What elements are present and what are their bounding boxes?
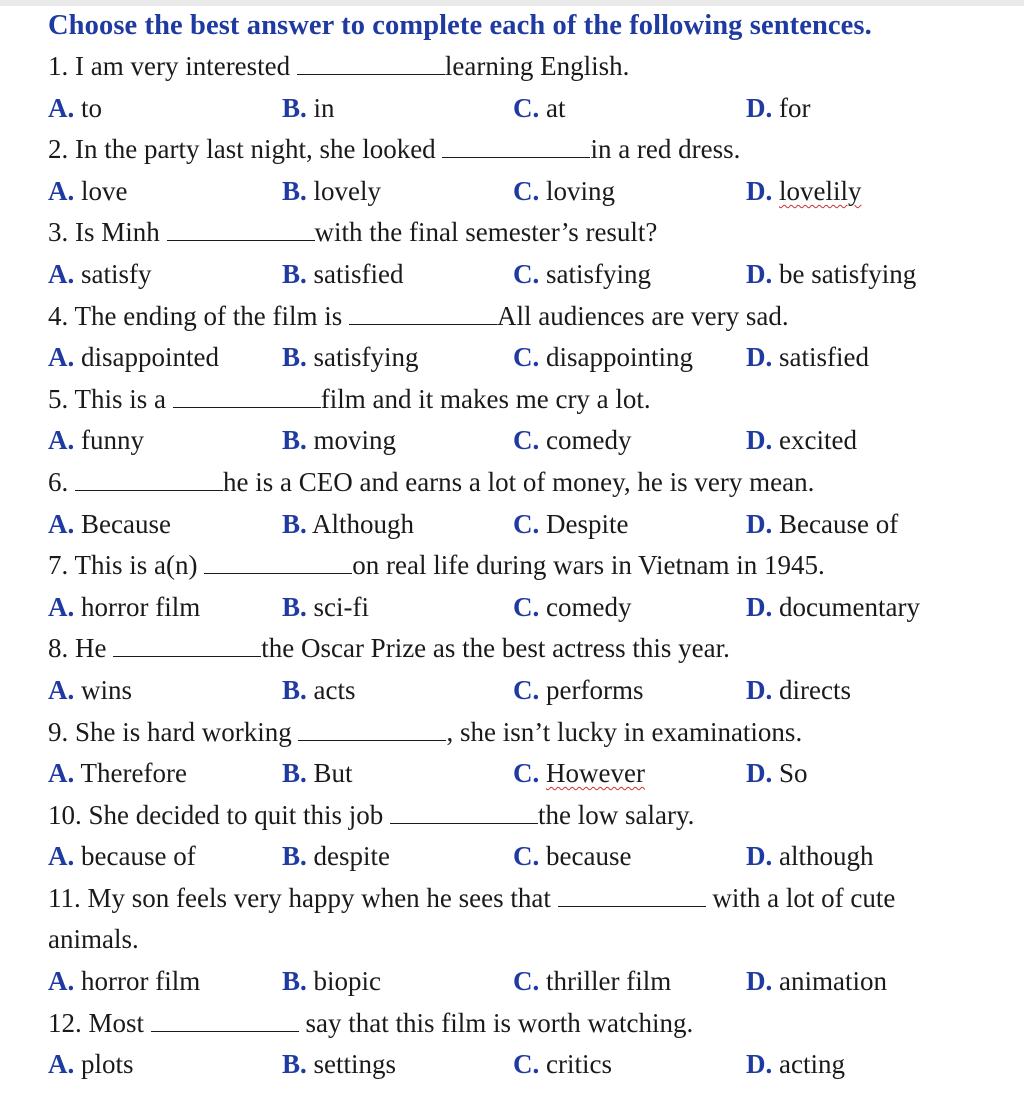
answer-blank	[297, 52, 445, 75]
option-a[interactable]: A. funny	[48, 425, 144, 456]
question-text: 7. This is a(n)	[48, 550, 205, 581]
option-c[interactable]: C. at	[513, 92, 566, 123]
option-d[interactable]: D. be satisfying	[746, 258, 917, 289]
answer-blank	[151, 1009, 299, 1032]
option-b[interactable]: B. in	[282, 92, 335, 123]
option-c[interactable]: C. because	[513, 841, 632, 872]
options-row	[48, 753, 1008, 795]
option-a[interactable]: A. because of	[48, 841, 196, 872]
option-d[interactable]: D. excited	[746, 425, 857, 456]
options-row	[48, 171, 1008, 213]
question-text: the Oscar Prize as the best actress this year.	[261, 633, 730, 664]
question-text: learning English.	[444, 51, 630, 81]
question-text: 6.	[48, 466, 75, 497]
question-text: say that this film is worth watching.	[298, 1007, 694, 1038]
option-b[interactable]: B. But	[282, 758, 353, 789]
options-row	[48, 254, 1008, 296]
question-1	[48, 46, 1008, 88]
option-d[interactable]: D. So	[746, 758, 808, 789]
question-text: 8. He	[48, 633, 114, 664]
answer-blank	[204, 551, 352, 574]
question-text: film and it makes me cry a lot.	[320, 383, 651, 414]
option-d[interactable]: D. animation	[746, 966, 887, 997]
option-a[interactable]: A. Therefore	[48, 758, 187, 789]
option-d[interactable]: D. documentary	[746, 591, 920, 622]
question-text: 1. I am very interested	[48, 51, 297, 81]
question-text: in a red dress.	[590, 134, 741, 165]
option-b[interactable]: B. biopic	[282, 966, 382, 997]
question-6	[48, 462, 1008, 504]
question-text: 9. She is hard working	[48, 716, 299, 747]
answer-blank	[298, 718, 446, 741]
option-a[interactable]: A. Because	[48, 508, 171, 539]
option-d[interactable]: D. although	[746, 841, 874, 872]
option-c[interactable]: C. disappointing	[513, 342, 693, 373]
option-d[interactable]: D. directs	[746, 674, 851, 705]
answer-blank	[75, 468, 223, 491]
question-text: All audiences are very sad.	[496, 300, 789, 331]
question-5	[48, 379, 1008, 421]
question-text: he is a CEO and earns a lot of money, he is very mean.	[223, 466, 815, 497]
option-c[interactable]: C. critics	[513, 1049, 612, 1080]
options-row	[48, 337, 1008, 379]
question-text: 11. My son feels very happy when he sees that	[48, 882, 558, 913]
option-d[interactable]: D. acting	[746, 1049, 845, 1080]
option-b[interactable]: B. moving	[282, 425, 397, 456]
option-b[interactable]: B. lovely	[282, 175, 382, 206]
option-b[interactable]: B. settings	[282, 1049, 397, 1080]
option-c[interactable]: C. Despite	[513, 508, 629, 539]
question-text: 3. Is Minh	[48, 217, 167, 248]
question-9	[48, 712, 1008, 754]
top-bar	[0, 0, 1024, 6]
answer-blank	[442, 135, 590, 158]
question-7	[48, 545, 1008, 587]
option-a[interactable]: A. wins	[48, 674, 133, 705]
instructions-title: Choose the best answer to complete each of the following sentences.	[48, 10, 872, 41]
question-text: 4. The ending of the film is	[48, 300, 349, 331]
option-a[interactable]: A. horror film	[48, 591, 201, 622]
question-text: animals.	[48, 924, 139, 955]
options-row	[48, 836, 1008, 878]
question-text: 10. She decided to quit this job	[48, 799, 390, 830]
options-row	[48, 1044, 1008, 1086]
option-c[interactable]: C. thriller film	[513, 966, 672, 997]
option-d[interactable]: D. for	[746, 92, 811, 123]
worksheet	[48, 8, 1008, 1086]
option-c[interactable]: C. satisfying	[513, 258, 651, 289]
option-c[interactable]: C. performs	[513, 674, 644, 705]
question-text: , she isn’t lucky in examinations.	[446, 716, 803, 747]
option-b[interactable]: B. sci-fi	[282, 591, 369, 622]
question-10	[48, 795, 1008, 837]
option-b[interactable]: B. satisfied	[282, 258, 404, 289]
question-text: with a lot of cute	[705, 882, 896, 913]
option-c[interactable]: C. comedy	[513, 591, 632, 622]
options-row	[48, 670, 1008, 712]
option-d[interactable]: D. Because of	[746, 508, 899, 539]
question-text: on real life during wars in Vietnam in 1945.	[352, 550, 825, 581]
option-a[interactable]: A. satisfy	[48, 258, 152, 289]
answer-blank	[173, 385, 321, 408]
answer-blank	[558, 884, 706, 907]
options-row	[48, 587, 1008, 629]
question-8	[48, 628, 1008, 670]
options-row	[48, 420, 1008, 462]
option-a[interactable]: A. plots	[48, 1049, 134, 1080]
answer-blank	[167, 218, 315, 241]
option-c[interactable]: C. loving	[513, 175, 616, 206]
option-b[interactable]: B. despite	[282, 841, 390, 872]
question-text: 12. Most	[48, 1007, 151, 1038]
question-text: with the final semester’s result?	[314, 217, 658, 248]
answer-blank	[349, 302, 497, 325]
question-2	[48, 129, 1008, 171]
question-text: the low salary.	[537, 799, 695, 830]
question-3	[48, 212, 1008, 254]
question-11-continued	[48, 919, 1008, 961]
option-a[interactable]: A. to	[48, 92, 103, 123]
option-b[interactable]: B. acts	[282, 674, 356, 705]
option-a[interactable]: A. disappointed	[48, 342, 219, 373]
answer-blank	[113, 634, 261, 657]
option-d[interactable]: D. lovelily	[746, 175, 862, 206]
option-d[interactable]: D. satisfied	[746, 342, 869, 373]
question-text: 2. In the party last night, she looked	[48, 134, 443, 165]
question-12	[48, 1003, 1008, 1045]
option-c[interactable]: C. comedy	[513, 425, 632, 456]
question-11	[48, 878, 1008, 920]
question-4	[48, 296, 1008, 338]
question-text: 5. This is a	[48, 383, 173, 414]
answer-blank	[390, 801, 538, 824]
option-b[interactable]: B. satisfying	[282, 342, 419, 373]
options-row	[48, 504, 1008, 546]
option-a[interactable]: A. love	[48, 175, 128, 206]
options-row	[48, 88, 1008, 130]
option-b[interactable]: B. Although	[282, 508, 415, 539]
options-row	[48, 961, 1008, 1003]
option-c[interactable]: C. However	[513, 758, 645, 789]
option-a[interactable]: A. horror film	[48, 966, 201, 997]
